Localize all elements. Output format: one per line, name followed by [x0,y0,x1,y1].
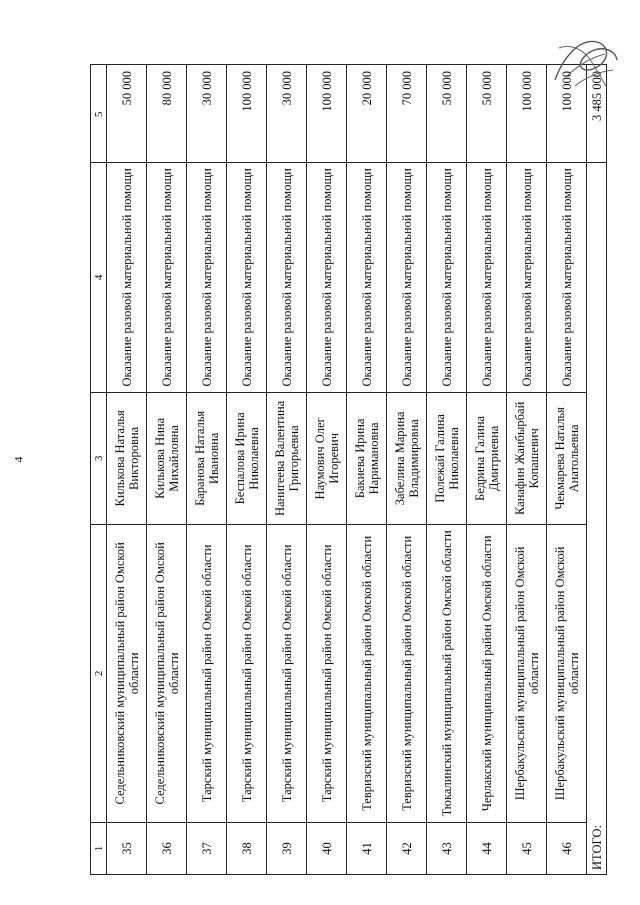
purpose-cell: Оказание разовой материальной помощи [467,162,507,392]
purpose-cell: Оказание разовой материальной помощи [307,162,347,392]
column-number: 1 [91,822,107,874]
row-number: 42 [387,822,427,874]
row-number: 44 [467,822,507,874]
purpose-cell: Оказание разовой материальной помощи [507,162,547,392]
recipient-name-cell: Бакиева Ирина Наримановна [347,393,387,525]
purpose-cell: Оказание разовой материальной помощи [427,162,467,392]
table-row [347,65,387,875]
district-cell: Тевризский муниципальный район Омской области [387,524,427,822]
total-label: ИТОГО: [587,162,607,874]
table-row [547,65,587,875]
total-row [587,65,607,875]
row-number: 43 [427,822,467,874]
recipient-name-cell: Полежай Галина Николаевна [427,393,467,525]
recipient-name-cell: Чекмарева Наталья Анатольевна [547,393,587,525]
table-row [107,65,147,875]
district-cell: Шербакульский муниципальный район Омской области [507,524,547,822]
amount-cell: 100 000 [507,65,547,163]
recipient-name-cell: Наумович Олег Игоревич [307,393,347,525]
table-row [267,65,307,875]
recipient-name-cell: Баранова Наталья Ивановна [187,393,227,525]
amount-cell: 70 000 [387,65,427,163]
table-row [307,65,347,875]
row-number: 38 [227,822,267,874]
total-amount: 3 485 000 [587,65,607,163]
amount-cell: 20 000 [347,65,387,163]
purpose-cell: Оказание разовой материальной помощи [227,162,267,392]
amount-cell: 80 000 [147,65,187,163]
table-row [387,65,427,875]
amount-cell: 100 000 [547,65,587,163]
recipient-name-cell: Канафин Жанбырбай Копашевич [507,393,547,525]
amount-cell: 50 000 [107,65,147,163]
row-number: 46 [547,822,587,874]
table-row [427,65,467,875]
recipient-name-cell: Беспалова Ирина Николаевна [227,393,267,525]
column-number: 3 [91,393,107,525]
handwritten-signature [545,28,625,98]
district-cell: Седельниковский муниципальный район Омской области [107,524,147,822]
purpose-cell: Оказание разовой материальной помощи [387,162,427,392]
row-number: 41 [347,822,387,874]
recipient-name-cell: Килькова Нина Михайловна [147,393,187,525]
purpose-cell: Оказание разовой материальной помощи [267,162,307,392]
amount-cell: 50 000 [467,65,507,163]
rotated-table-container [90,64,604,875]
column-number: 4 [91,162,107,392]
district-cell: Тарский муниципальный район Омской области [227,524,267,822]
amount-cell: 30 000 [267,65,307,163]
table-row [507,65,547,875]
district-cell: Тарский муниципальный район Омской области [307,524,347,822]
amount-cell: 50 000 [427,65,467,163]
recipient-name-cell: Килькова Наталья Викторовна [107,393,147,525]
purpose-cell: Оказание разовой материальной помощи [547,162,587,392]
district-cell: Тарский муниципальный район Омской области [267,524,307,822]
district-cell: Черлакский муниципальный район Омской области [467,524,507,822]
purpose-cell: Оказание разовой материальной помощи [147,162,187,392]
district-cell: Тарский муниципальный район Омской области [187,524,227,822]
amount-cell: 100 000 [307,65,347,163]
table-row [467,65,507,875]
recipient-name-cell: Бедрина Галина Дмитриевна [467,393,507,525]
row-number: 39 [267,822,307,874]
amount-cell: 30 000 [187,65,227,163]
purpose-cell: Оказание разовой материальной помощи [187,162,227,392]
column-number: 2 [91,524,107,822]
district-cell: Тевризский муниципальный район Омской области [347,524,387,822]
table-row [187,65,227,875]
page-number: 4 [11,456,26,463]
district-cell: Седельниковский муниципальный район Омской области [147,524,187,822]
row-number: 35 [107,822,147,874]
row-number: 36 [147,822,187,874]
amount-cell: 100 000 [227,65,267,163]
aid-recipients-table [90,64,607,875]
district-cell: Шербакульский муниципальный район Омской области [547,524,587,822]
table-row [227,65,267,875]
column-number-row [91,65,107,875]
purpose-cell: Оказание разовой материальной помощи [107,162,147,392]
table-row [147,65,187,875]
district-cell: Тюкалинский муниципальный район Омской области [427,524,467,822]
row-number: 45 [507,822,547,874]
purpose-cell: Оказание разовой материальной помощи [347,162,387,392]
row-number: 40 [307,822,347,874]
row-number: 37 [187,822,227,874]
recipient-name-cell: Нанигеева Валентина Григорьевна [267,393,307,525]
column-number: 5 [91,65,107,163]
recipient-name-cell: Забелина Марина Владимировна [387,393,427,525]
